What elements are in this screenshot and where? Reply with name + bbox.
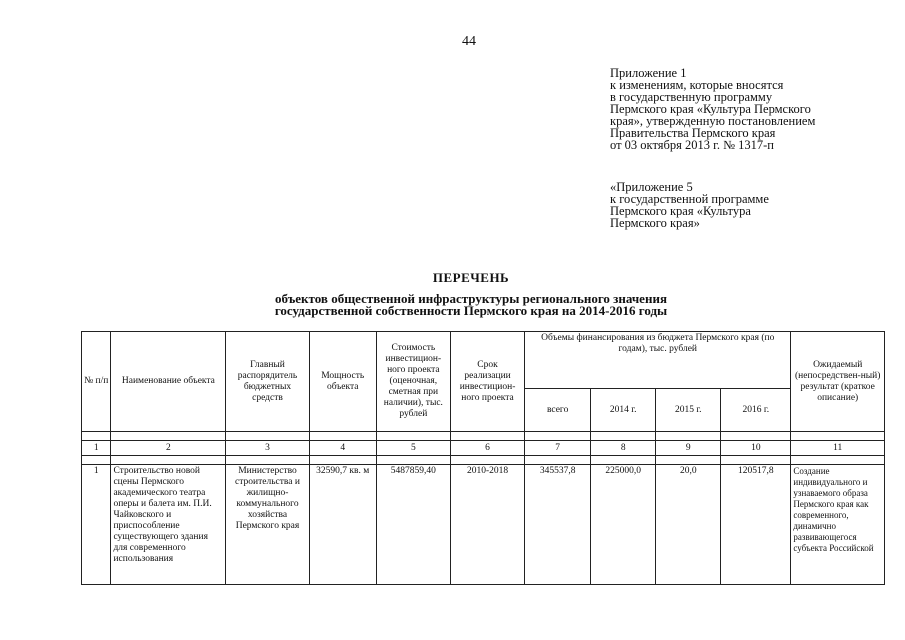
column-number: 6 — [450, 441, 524, 456]
appendix-5-line: к государственной программе — [610, 192, 769, 206]
column-number: 3 — [226, 441, 309, 456]
column-number: 11 — [791, 441, 885, 456]
row-manager: Министерство строительства и жилищно-коммунального хозяйства Пермского края — [226, 465, 309, 585]
column-number: 4 — [309, 441, 376, 456]
header-result: Ожидаемый (непосредствен-ный) результат (краткое описание) — [791, 332, 885, 432]
row-num: 1 — [82, 465, 111, 585]
column-number: 7 — [525, 441, 591, 456]
header-num: № п/п — [82, 332, 111, 432]
row-2015: 20,0 — [656, 465, 721, 585]
column-number: 10 — [721, 441, 791, 456]
appendix-1-line: Приложение 1 — [610, 66, 687, 80]
column-number: 5 — [376, 441, 450, 456]
appendix-1-line: от 03 октября 2013 г. № 1317-п — [610, 138, 774, 152]
column-number: 8 — [591, 441, 656, 456]
document-subtitle-line-1: объектов общественной инфраструктуры регионального значения — [275, 291, 667, 306]
header-name: Наименование объекта — [111, 332, 226, 432]
header-term: Срок реализации инвестицион-ного проекта — [450, 332, 524, 432]
row-capacity: 32590,7 кв. м — [309, 465, 376, 585]
column-number: 2 — [111, 441, 226, 456]
column-number-row — [82, 441, 885, 456]
table-row — [82, 465, 885, 585]
row-result: Создание индивидуального и узнаваемого образа Пермского края как современного, динамично развивающегося субъекта Российской — [791, 465, 885, 585]
header-2016: 2016 г. — [721, 389, 791, 432]
appendix-1-line: Правительства Пермского края — [610, 126, 776, 140]
table-spacer-row — [82, 456, 885, 465]
row-name: Строительство новой сцены Пермского академического театра оперы и балета им. П.И. Чайковского и приспособление существующего здания для современного использования — [111, 465, 226, 585]
row-cost: 5487859,40 — [376, 465, 450, 585]
row-2014: 225000,0 — [591, 465, 656, 585]
row-2016: 120517,8 — [721, 465, 791, 585]
header-manager: Главный распорядитель бюджетных средств — [226, 332, 309, 432]
objects-table — [81, 331, 885, 585]
column-number: 1 — [82, 441, 111, 456]
table-spacer-row — [82, 432, 885, 441]
header-2015: 2015 г. — [656, 389, 721, 432]
document-subtitle-line-2: государственной собственности Пермского края на 2014-2016 годы — [274, 303, 668, 318]
appendix-1-line: в государственную программу — [610, 90, 773, 104]
appendix-1-line: края», утвержденную постановлением — [610, 114, 816, 128]
appendix-5-line: Пермского края «Культура — [610, 204, 751, 218]
appendix-5-line: «Приложение 5 — [610, 180, 693, 194]
document-title: ПЕРЕЧЕНЬ — [432, 270, 510, 285]
header-2014: 2014 г. — [591, 389, 656, 432]
appendix-5-block — [610, 181, 769, 229]
row-total: 345537,8 — [525, 465, 591, 585]
table-header-row — [82, 332, 885, 389]
row-term: 2010-2018 — [450, 465, 524, 585]
appendix-1-block — [610, 67, 815, 151]
header-funding: Объемы финансирования из бюджета Пермского края (по годам), тыс. рублей — [525, 332, 791, 389]
header-cost: Стоимость инвестицион-ного проекта (оценочная, сметная при наличии), тыс. рублей — [376, 332, 450, 432]
column-number: 9 — [656, 441, 721, 456]
appendix-1-line: к изменениям, которые вносятся — [610, 78, 784, 92]
header-total: всего — [525, 389, 591, 432]
appendix-5-line: Пермского края» — [610, 216, 700, 230]
page-number: 44 — [462, 34, 476, 49]
header-capacity: Мощность объекта — [309, 332, 376, 432]
appendix-1-line: Пермского края «Культура Пермского — [610, 102, 811, 116]
